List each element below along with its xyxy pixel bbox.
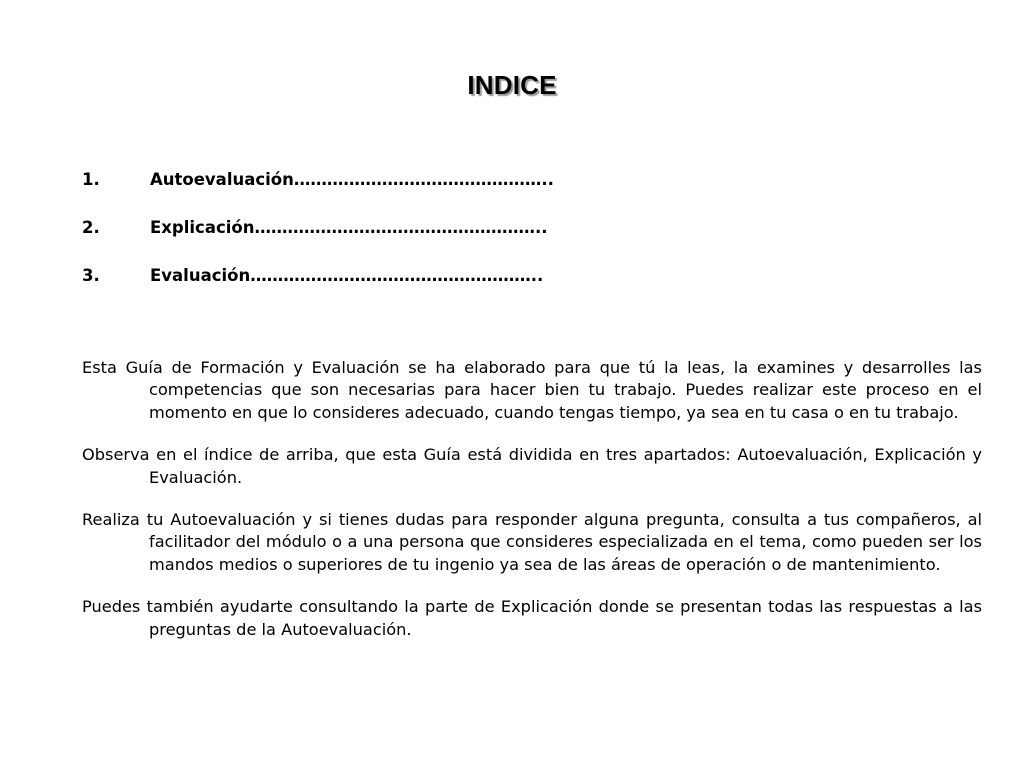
- toc-item-number: 3.: [82, 266, 100, 285]
- toc-item-number: 2.: [82, 218, 100, 237]
- toc-item-explicacion: [82, 216, 982, 240]
- page-title: INDICE: [467, 70, 557, 101]
- toc-item-evaluacion: [82, 264, 982, 288]
- paragraph-explanation-help: Puedes también ayudarte consultando la parte de Explicación donde se presentan todas las respuestas a las preguntas de la Autoevaluación.: [82, 597, 982, 639]
- toc-item-autoevaluacion: [82, 168, 982, 192]
- toc-item-label: Autoevaluación………………………………………..: [150, 170, 554, 189]
- toc-item-number: 1.: [82, 170, 100, 189]
- body-text: [82, 357, 982, 661]
- toc-item-label: Explicación……………………………………………..: [150, 218, 548, 237]
- paragraph-intro: Esta Guía de Formación y Evaluación se ha elaborado para que tú la leas, la examines y desarrolles las competencias que son necesarias para hacer bien tu trabajo. Puedes realizar este proceso en el momento en que lo consideres adecuado, cuando tengas tiempo, ya sea en tu casa o en tu trabajo.: [82, 358, 982, 422]
- paragraph-self-assessment: Realiza tu Autoevaluación y si tienes dudas para responder alguna pregunta, consulta a tus compañeros, al facilitador del módulo o a una persona que consideres especializada en el tema, como pueden ser los mandos medios o superiores de tu ingenio ya sea de las áreas de operación o de mantenimiento.: [82, 510, 982, 574]
- paragraph-sections: Observa en el índice de arriba, que esta Guía está dividida en tres apartados: Autoevaluación, Explicación y Evaluación.: [82, 445, 982, 487]
- toc-item-label: Evaluación……………………………………………..: [150, 266, 544, 285]
- table-of-contents: [82, 168, 982, 312]
